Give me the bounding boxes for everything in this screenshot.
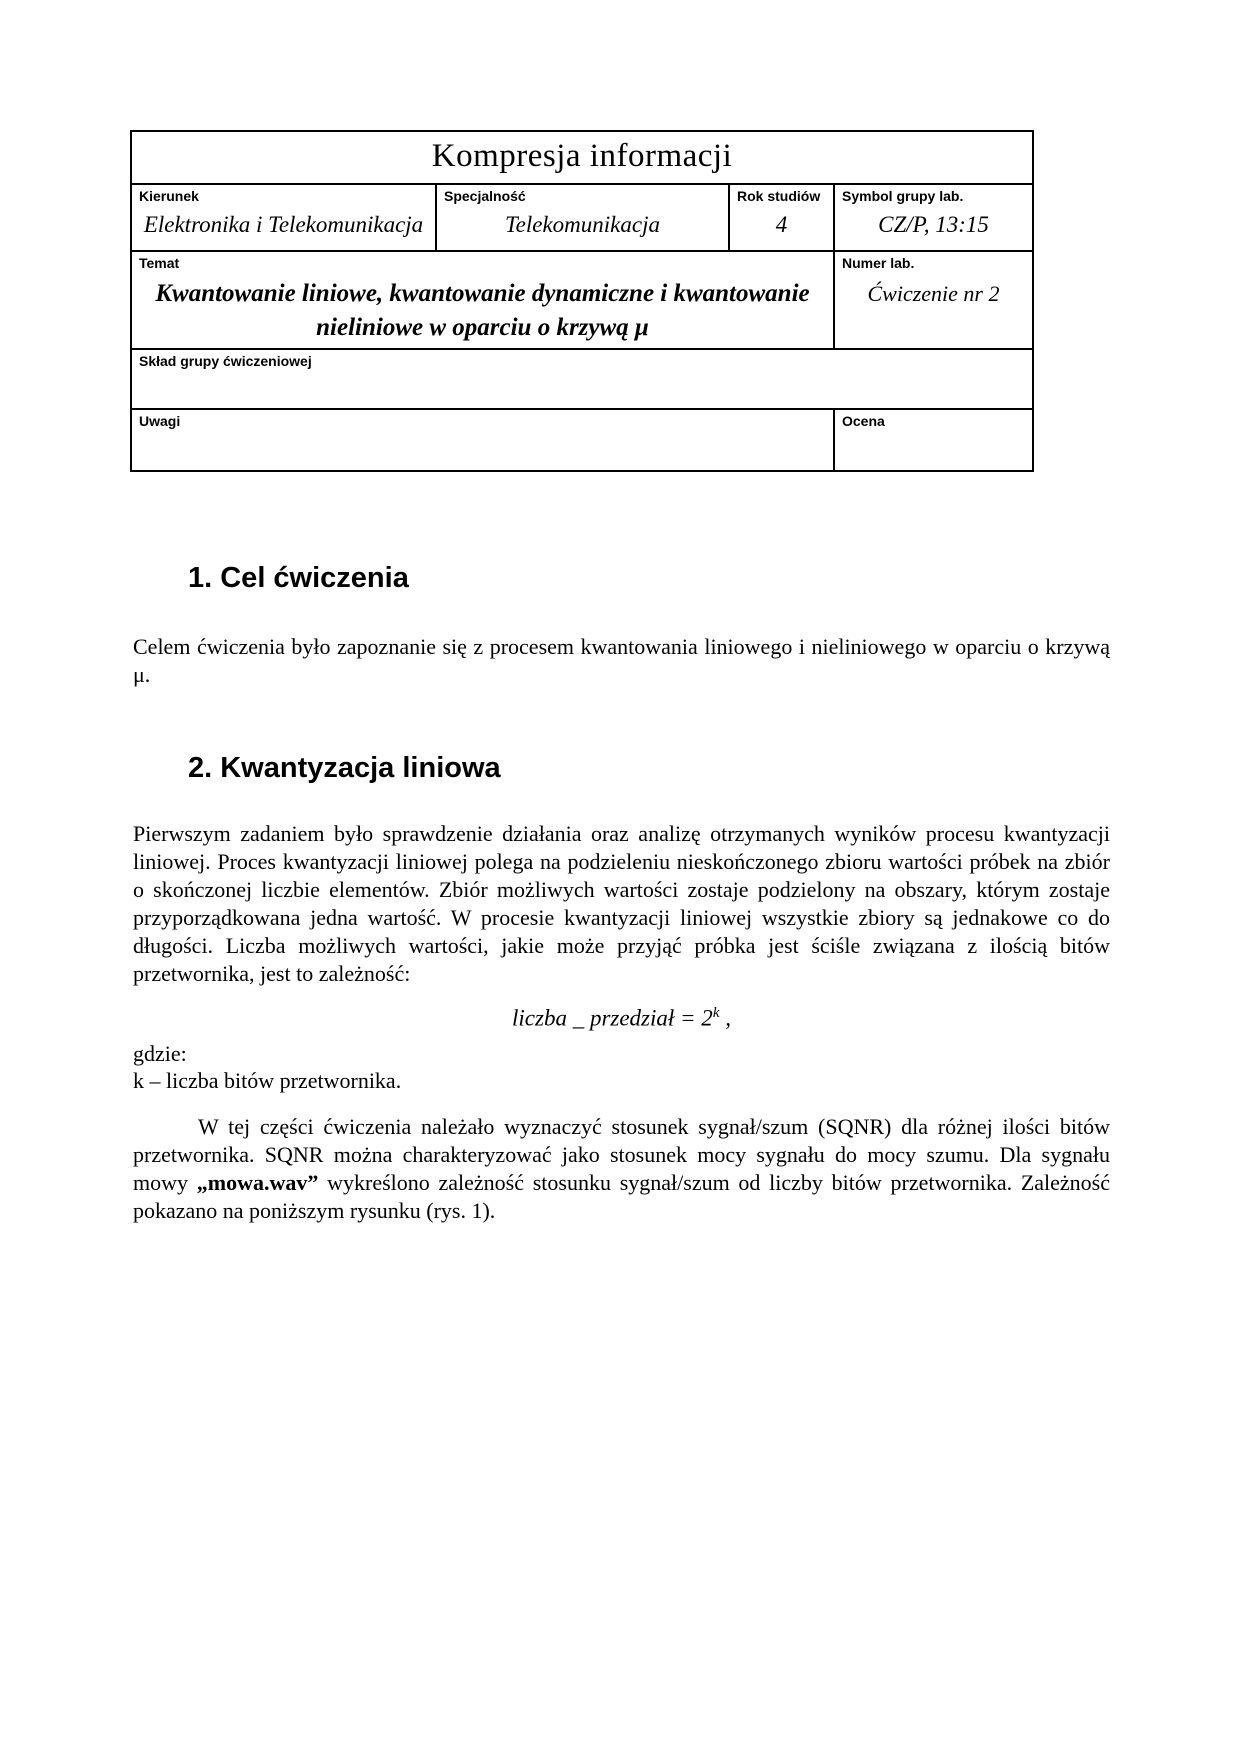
equation — [133, 1005, 1110, 1032]
kierunek-label: Kierunek — [139, 188, 199, 204]
uwagi-label: Uwagi — [139, 413, 181, 429]
specjalnosc-label: Specjalność — [444, 188, 526, 204]
kierunek-value: Elektronika i Telekomunikacja — [143, 212, 424, 237]
gdzie-label: gdzie: — [133, 1041, 187, 1066]
temat-label: Temat — [139, 255, 180, 271]
numer-value: Ćwiczenie nr 2 — [867, 281, 1000, 306]
k-definition: k – liczba bitów przetwornika. — [133, 1068, 402, 1093]
symbol-value: CZ/P, 13:15 — [878, 212, 989, 237]
section-1-paragraph: Celem ćwiczenia było zapoznanie się z procesem kwantowania liniowego i nieliniowego w oparciu o krzywą μ. — [133, 634, 1110, 687]
specjalnosc-value: Telekomunikacja — [504, 212, 660, 237]
filename-mowa-wav: „mowa.wav” — [196, 1170, 319, 1195]
rok-value: 4 — [775, 212, 788, 237]
equation-exponent: k — [712, 1005, 720, 1021]
sklad-label: Skład grupy ćwiczeniowej — [139, 353, 312, 369]
equation-base: liczba _ przedział = 2 — [512, 1005, 713, 1031]
symbol-label: Symbol grupy lab. — [842, 188, 964, 204]
section-2-heading: 2. Kwantyzacja liniowa — [188, 752, 501, 784]
section-2-paragraph-2 — [133, 1113, 1110, 1225]
section-1-heading: 1. Cel ćwiczenia — [188, 562, 409, 594]
rok-label: Rok studiów — [737, 188, 821, 204]
section-2-paragraph-1: Pierwszym zadaniem było sprawdzenie działania oraz analizę otrzymanych wyników procesu kwantyzacji liniowej. Proces kwantyzacji liniowej polega na podzieleniu nieskończonego zbioru wartości próbek na zbiór o skończonej liczbie elementów. Zbiór możliwych wartości zostaje podzielony na obszary, którym zostaje przyporządkowana jedna wartość. W procesie kwantyzacji liniowej wszystkie zbiory są jednakowe co do długości. Liczba możliwych wartości, jakie może przyjąć próbka jest ściśle związana z ilością bitów przetwornika, jest to zależność: — [133, 821, 1110, 986]
paragraph-text: wykreślono zależność stosunku sygnał/szum od liczby bitów przetwornika. Zależność pokazano na poniższym rysunku (rys. 1). — [133, 1170, 1110, 1223]
ocena-label: Ocena — [842, 413, 885, 429]
numer-label: Numer lab. — [842, 255, 915, 271]
equation-tail: , — [719, 1005, 731, 1031]
document-title: Kompresja informacji — [131, 131, 1033, 184]
document-body — [133, 0, 1110, 1754]
paragraph-text: W tej części ćwiczenia należało wyznaczyć stosunek sygnał/szum (SQNR) dla różnej ilości bitów przetwornika. SQNR można charakteryzować jako stosunek mocy sygnału do mocy szumu. Dla sygnału mowy — [133, 1114, 1110, 1195]
temat-value: Kwantowanie liniowe, kwantowanie dynamiczne i kwantowanie nieliniowe w oparciu o krzywą μ — [155, 280, 810, 341]
